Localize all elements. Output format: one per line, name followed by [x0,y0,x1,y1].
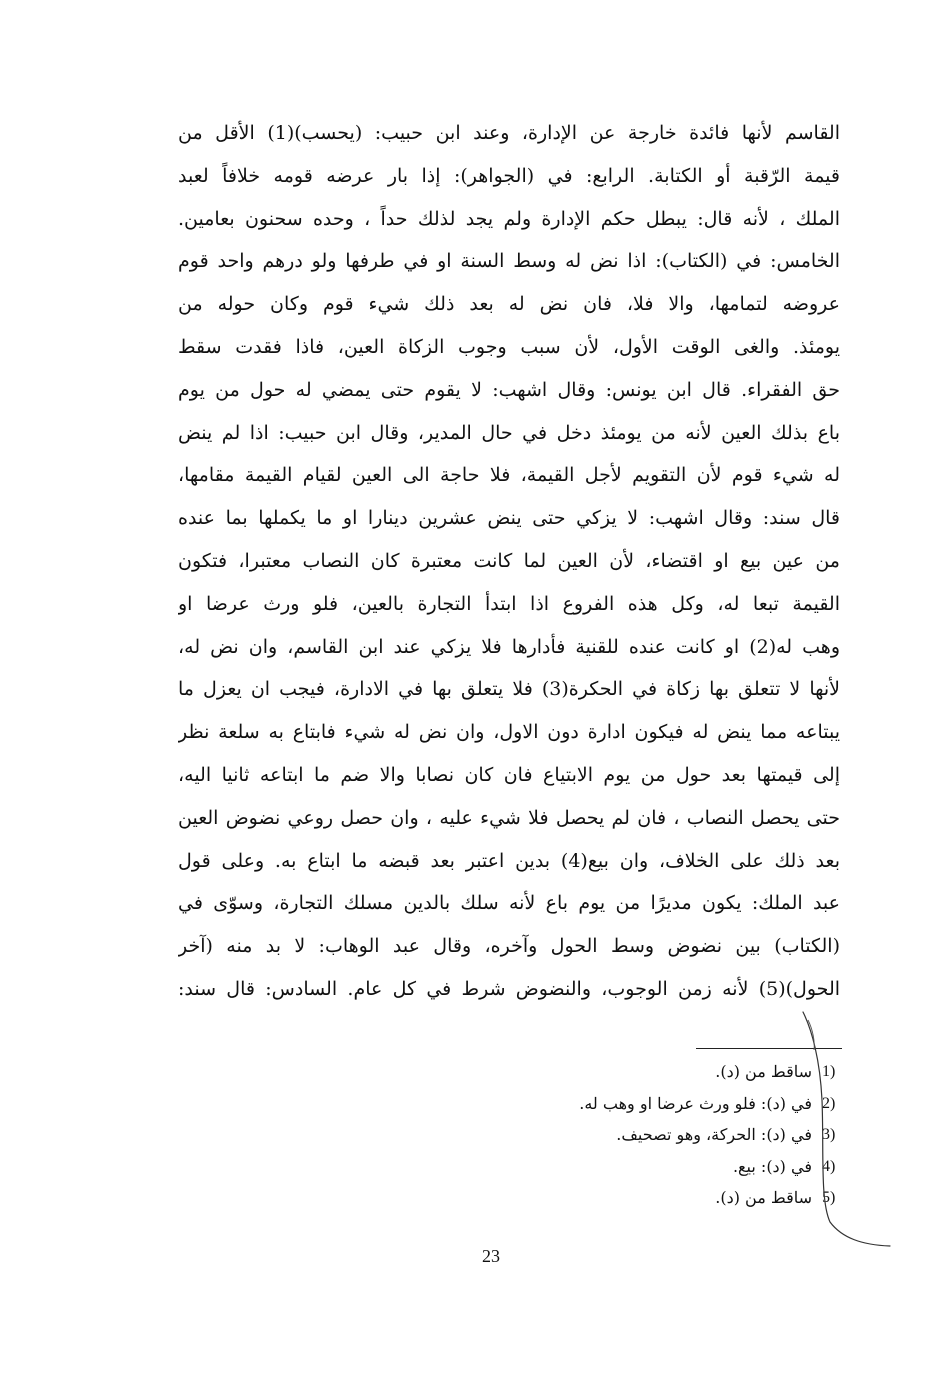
main-text-block [178,112,840,1011]
text-line: الحول)(5) لأنه زمن الوجوب، والنضوض شرط في كل عام. السادس: قال سند: [178,977,840,1000]
text-line: عبد الملك: يكون مديرًا من يوم باع لأنه سلك بالدين مسلك التجارة، وسوّى في [178,892,840,915]
footnote-text: ساقط من (د). [715,1062,812,1081]
footnote-number: 1) [822,1063,836,1080]
text-line: القاسم لأنها فائدة خارجة عن الإدارة، وعند ابن حبيب: (يحسب)(1) الأقل من [178,122,840,144]
text-line: الملك ، لأنه قال: يبطل حكم الإدارة ولم يجد لذلك حداً ، وحده سحنون بعامين. [178,207,840,230]
text-line: وهب له(2) او كانت عنده للقنية فأدارها فلا يزكي عند ابن القاسم، وان نض له، [178,635,840,658]
footnote-number: 5) [822,1189,836,1207]
text-line: يومئذ. والغى الوقت الأول، لأن سبب وجوب الزكاة العين، فاذا فقدت سقط [178,335,840,358]
footnote-text: ساقط من (د). [715,1188,812,1208]
footnote-number: 2) [822,1094,836,1112]
footnote-text: في (د): بيع. [732,1156,812,1176]
footnote-text: في (د): الحركة، وهو تصحيف. [616,1125,812,1145]
text-line: قيمة الرّقبة أو الكتابة. الرابع: في (الجواهر): إذا بار عرضه قومه خلافاً لعبد [178,164,840,187]
footnote-item [450,1088,840,1120]
footnotes-block [450,1056,840,1214]
text-line: حتى يحصل النصاب ، فان لم يحصل فلا شيء عليه ، وان حصل روعي نضوض العين [178,806,840,829]
text-line: بعد ذلك على الخلاف، وان بيع(4) بدين اعتبر بعد قبضه ما ابتاع به. وعلى قول [178,849,840,872]
footnote-text: في (د): فلو ورث عرضا او وهب له. [579,1093,812,1113]
footnote-item [450,1182,840,1214]
footnote-number: 4) [822,1157,836,1175]
text-line: (الكتاب) بين نضوض وسط الحول وآخره، وقال عبد الوهاب: لا بد منه (آخر [178,935,840,958]
footnote-item [450,1056,840,1088]
footnote-item [450,1151,840,1183]
footnote-separator [696,1048,842,1049]
page-number: 23 [482,1246,500,1266]
text-line: له شيء قوم لأن التقويم لأجل القيمة، فلا حاجة الى العين لقيام القيمة مقامها، [178,464,840,487]
text-line: القيمة تبعا له، وكل هذه الفروع اذا ابتدأ التجارة بالعين، فلو ورث عرضا او [178,592,840,615]
text-line: يبتاعه مما ينض له فيكون ادارة دون الاول، وان نض له شيء فابتاع به سلعة نظر [178,721,840,744]
text-line: عروضه لتمامها، والا فلا، فان نض له بعد ذلك شيء قوم وكان حوله من [178,293,840,316]
text-line: باع بذلك العين لأنه من يومئذ دخل في حال المدير، وقال ابن حبيب: اذا لم ينض [178,421,840,444]
text-line: من عين بيع او اقتضاء، لأن العين لما كانت معتبرة كان النصاب معتبرا، فتكون [178,549,840,572]
text-line: إلى قيمتها بعد حول من يوم الابتياع فان كان نصابا والا ضم ما ابتاعه ثانيا اليه، [178,763,840,786]
text-line: قال سند: وقال اشهب: لا يزكي حتى ينض عشرين دينارا او ما يكملها بما عنده [178,507,840,530]
text-line: لأنها لا تتعلق بها زكاة في الحكرة(3) فلا يتعلق بها في الادارة، فيجب ان يعزل ما [178,678,840,701]
footnote-item [450,1119,840,1151]
text-line: حق الفقراء. قال ابن يونس: وقال اشهب: لا يقوم حتى يمضي له حول من يوم [178,378,840,401]
text-line: الخامس: في (الكتاب): اذا نض له وسط السنة او في طرفها ولو درهم واحد قوم [178,250,840,273]
footnote-number: 3) [822,1126,836,1144]
